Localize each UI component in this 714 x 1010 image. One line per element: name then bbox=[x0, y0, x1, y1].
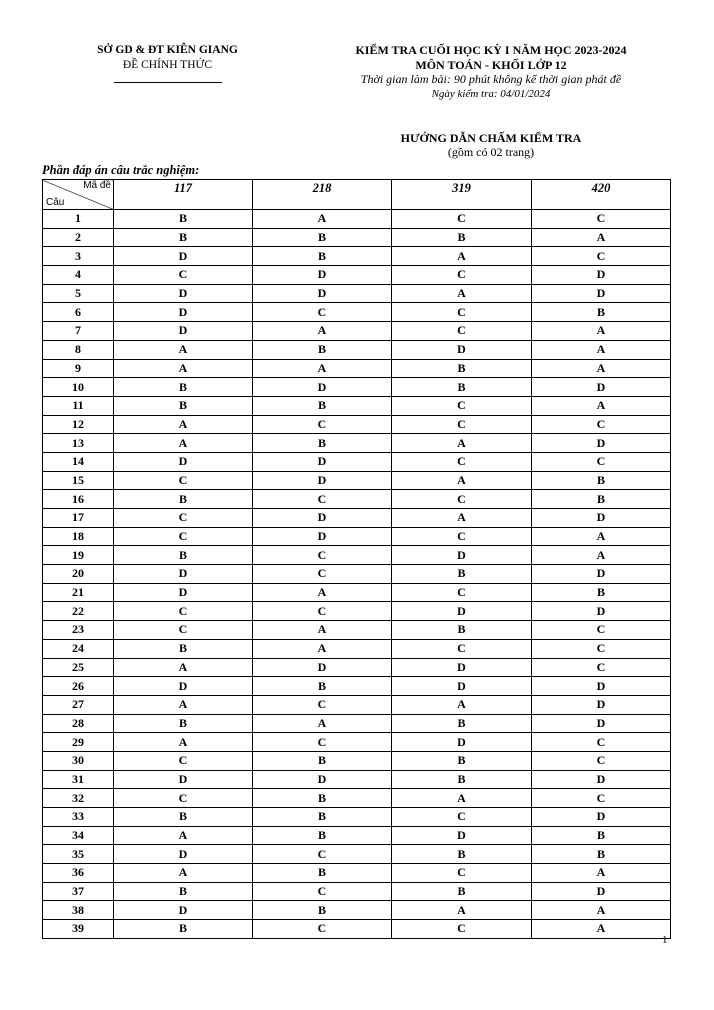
question-number-cell: 20 bbox=[43, 565, 114, 584]
question-number-cell: 31 bbox=[43, 770, 114, 789]
answer-cell: D bbox=[532, 378, 671, 397]
answer-cell: C bbox=[114, 266, 253, 285]
answer-cell: C bbox=[392, 864, 532, 883]
answer-cell: D bbox=[253, 658, 392, 677]
answer-cell: A bbox=[532, 901, 671, 920]
answer-cell: B bbox=[392, 228, 532, 247]
question-number-cell: 38 bbox=[43, 901, 114, 920]
question-number-cell: 23 bbox=[43, 621, 114, 640]
answer-cell: C bbox=[114, 527, 253, 546]
answer-cell: B bbox=[253, 826, 392, 845]
answer-cell: A bbox=[532, 546, 671, 565]
answer-cell: A bbox=[114, 340, 253, 359]
question-number-cell: 33 bbox=[43, 808, 114, 827]
exam-code-header: 218 bbox=[253, 180, 392, 210]
question-header-label: Câu bbox=[46, 197, 65, 208]
answer-cell: D bbox=[253, 471, 392, 490]
table-row bbox=[43, 864, 671, 883]
answer-cell: D bbox=[532, 509, 671, 528]
answer-cell: B bbox=[253, 808, 392, 827]
answer-cell: C bbox=[392, 452, 532, 471]
table-row bbox=[43, 565, 671, 584]
table-row bbox=[43, 228, 671, 247]
answer-cell: D bbox=[532, 266, 671, 285]
answer-cell: C bbox=[532, 621, 671, 640]
answer-cell: A bbox=[253, 714, 392, 733]
answer-cell: C bbox=[253, 303, 392, 322]
answer-cell: B bbox=[114, 490, 253, 509]
answer-cell: B bbox=[392, 359, 532, 378]
question-number-cell: 9 bbox=[43, 359, 114, 378]
question-number-cell: 32 bbox=[43, 789, 114, 808]
section-title: Phần đáp án câu trắc nghiệm: bbox=[42, 163, 200, 177]
answer-cell: B bbox=[532, 826, 671, 845]
answer-cell: A bbox=[532, 527, 671, 546]
answer-cell: B bbox=[114, 396, 253, 415]
table-row bbox=[43, 527, 671, 546]
grading-guide-pages: (gồm có 02 trang) bbox=[447, 145, 535, 159]
answer-cell: B bbox=[392, 751, 532, 770]
official-exam-label: ĐỀ CHÍNH THỨC bbox=[122, 59, 213, 71]
exam-code-header-label: Mã đề bbox=[83, 180, 111, 191]
answer-cell: C bbox=[392, 583, 532, 602]
answer-cell: C bbox=[253, 490, 392, 509]
answer-cell: B bbox=[532, 845, 671, 864]
answer-cell: C bbox=[532, 415, 671, 434]
answer-cell: C bbox=[392, 322, 532, 341]
answer-cell: B bbox=[392, 770, 532, 789]
answer-cell: B bbox=[253, 901, 392, 920]
answer-cell: D bbox=[114, 322, 253, 341]
answer-cell: B bbox=[392, 714, 532, 733]
header-left bbox=[80, 43, 255, 83]
question-number-cell: 34 bbox=[43, 826, 114, 845]
answer-cell: A bbox=[114, 359, 253, 378]
answer-cell: C bbox=[114, 471, 253, 490]
answer-cell: D bbox=[532, 770, 671, 789]
answer-cell: C bbox=[392, 490, 532, 509]
answer-cell: C bbox=[532, 751, 671, 770]
answer-cell: B bbox=[392, 378, 532, 397]
answer-cell: A bbox=[532, 920, 671, 939]
grading-guide-title: HƯỚNG DẪN CHẤM KIỂM TRA bbox=[400, 131, 582, 145]
answer-cell: B bbox=[392, 845, 532, 864]
answer-cell: D bbox=[392, 733, 532, 752]
answer-cell: A bbox=[114, 826, 253, 845]
answer-cell: D bbox=[253, 378, 392, 397]
answer-cell: B bbox=[114, 808, 253, 827]
answer-cell: D bbox=[114, 583, 253, 602]
table-row bbox=[43, 602, 671, 621]
answer-cell: A bbox=[392, 284, 532, 303]
answer-cell: A bbox=[114, 415, 253, 434]
answer-cell: D bbox=[253, 527, 392, 546]
answer-cell: A bbox=[392, 471, 532, 490]
table-row bbox=[43, 920, 671, 939]
answer-cell: D bbox=[532, 808, 671, 827]
question-number-cell: 4 bbox=[43, 266, 114, 285]
question-number-cell: 29 bbox=[43, 733, 114, 752]
question-number-cell: 12 bbox=[43, 415, 114, 434]
answer-cell: D bbox=[114, 901, 253, 920]
answer-cell: B bbox=[253, 247, 392, 266]
table-row bbox=[43, 808, 671, 827]
answer-cell: D bbox=[392, 546, 532, 565]
answer-cell: A bbox=[532, 228, 671, 247]
answer-cell: C bbox=[253, 882, 392, 901]
answer-cell: D bbox=[253, 770, 392, 789]
page-number: 1 bbox=[662, 934, 668, 946]
exam-code-header: 420 bbox=[532, 180, 671, 210]
question-number-cell: 21 bbox=[43, 583, 114, 602]
answer-cell: C bbox=[253, 695, 392, 714]
answer-cell: D bbox=[114, 677, 253, 696]
answer-cell: C bbox=[532, 210, 671, 229]
table-row bbox=[43, 583, 671, 602]
question-number-cell: 14 bbox=[43, 452, 114, 471]
answer-cell: D bbox=[392, 602, 532, 621]
answer-cell: C bbox=[532, 658, 671, 677]
answer-cell: B bbox=[392, 882, 532, 901]
answer-cell: C bbox=[532, 452, 671, 471]
corner-header-cell bbox=[43, 180, 114, 210]
answer-cell: A bbox=[114, 658, 253, 677]
answer-cell: D bbox=[392, 677, 532, 696]
table-row bbox=[43, 789, 671, 808]
exam-title: KIỂM TRA CUỐI HỌC KỲ I NĂM HỌC 2023-2024 bbox=[355, 43, 627, 57]
answer-cell: B bbox=[253, 677, 392, 696]
answer-cell: C bbox=[114, 751, 253, 770]
answer-cell: D bbox=[532, 882, 671, 901]
question-number-cell: 24 bbox=[43, 639, 114, 658]
question-number-cell: 30 bbox=[43, 751, 114, 770]
question-number-cell: 25 bbox=[43, 658, 114, 677]
question-number-cell: 37 bbox=[43, 882, 114, 901]
table-row bbox=[43, 658, 671, 677]
answer-cell: C bbox=[392, 415, 532, 434]
answer-cell: C bbox=[253, 565, 392, 584]
answer-cell: A bbox=[392, 901, 532, 920]
table-row bbox=[43, 266, 671, 285]
answer-cell: B bbox=[253, 434, 392, 453]
grading-guide-heading bbox=[305, 131, 677, 159]
answer-cell: A bbox=[253, 583, 392, 602]
question-number-cell: 13 bbox=[43, 434, 114, 453]
answer-cell: C bbox=[392, 210, 532, 229]
table-row bbox=[43, 733, 671, 752]
table-row bbox=[43, 415, 671, 434]
answer-cell: B bbox=[114, 228, 253, 247]
question-number-cell: 3 bbox=[43, 247, 114, 266]
answer-cell: D bbox=[532, 695, 671, 714]
answer-cell: B bbox=[253, 751, 392, 770]
header-divider bbox=[114, 82, 222, 83]
answer-cell: C bbox=[114, 602, 253, 621]
table-row bbox=[43, 434, 671, 453]
question-number-cell: 16 bbox=[43, 490, 114, 509]
answer-cell: D bbox=[532, 434, 671, 453]
answer-cell: B bbox=[392, 565, 532, 584]
table-row bbox=[43, 471, 671, 490]
answer-cell: A bbox=[392, 789, 532, 808]
answer-cell: C bbox=[532, 247, 671, 266]
question-number-cell: 36 bbox=[43, 864, 114, 883]
answer-cell: A bbox=[253, 210, 392, 229]
answer-cell: D bbox=[114, 565, 253, 584]
question-number-cell: 1 bbox=[43, 210, 114, 229]
question-number-cell: 8 bbox=[43, 340, 114, 359]
subject-title: MÔN TOÁN - KHỐI LỚP 12 bbox=[415, 57, 567, 72]
answer-cell: C bbox=[253, 920, 392, 939]
answer-cell: B bbox=[253, 864, 392, 883]
question-number-cell: 11 bbox=[43, 396, 114, 415]
question-number-cell: 19 bbox=[43, 546, 114, 565]
answer-cell: D bbox=[532, 284, 671, 303]
department-name: SỞ GD & ĐT KIÊN GIANG bbox=[97, 44, 238, 56]
table-row bbox=[43, 284, 671, 303]
table-row bbox=[43, 396, 671, 415]
question-number-cell: 17 bbox=[43, 509, 114, 528]
answer-cell: D bbox=[392, 340, 532, 359]
answer-cell: D bbox=[532, 677, 671, 696]
answer-cell: B bbox=[114, 210, 253, 229]
table-row bbox=[43, 826, 671, 845]
answer-cell: D bbox=[253, 284, 392, 303]
answer-cell: B bbox=[114, 714, 253, 733]
table-row bbox=[43, 751, 671, 770]
table-row bbox=[43, 845, 671, 864]
answer-cell: A bbox=[532, 359, 671, 378]
answer-cell: C bbox=[392, 396, 532, 415]
answer-cell: B bbox=[114, 920, 253, 939]
answer-cell: A bbox=[114, 695, 253, 714]
answer-cell: C bbox=[532, 789, 671, 808]
question-number-cell: 10 bbox=[43, 378, 114, 397]
answer-cell: A bbox=[114, 733, 253, 752]
table-header-row bbox=[43, 180, 671, 210]
answer-cell: A bbox=[532, 864, 671, 883]
answer-cell: B bbox=[114, 546, 253, 565]
answer-cell: A bbox=[392, 434, 532, 453]
table-row bbox=[43, 901, 671, 920]
question-number-cell: 2 bbox=[43, 228, 114, 247]
table-row bbox=[43, 639, 671, 658]
answer-cell: C bbox=[253, 845, 392, 864]
table-row bbox=[43, 452, 671, 471]
table-row bbox=[43, 247, 671, 266]
answer-cell: B bbox=[253, 396, 392, 415]
answer-cell: B bbox=[114, 639, 253, 658]
table-row bbox=[43, 490, 671, 509]
answer-cell: D bbox=[114, 247, 253, 266]
question-number-cell: 22 bbox=[43, 602, 114, 621]
answer-cell: D bbox=[114, 452, 253, 471]
question-number-cell: 28 bbox=[43, 714, 114, 733]
answer-cell: A bbox=[392, 695, 532, 714]
question-number-cell: 35 bbox=[43, 845, 114, 864]
answer-cell: A bbox=[532, 396, 671, 415]
answer-cell: C bbox=[392, 808, 532, 827]
exam-duration: Thời gian làm bài: 90 phút không kể thời gian phát đề bbox=[360, 72, 622, 86]
table-row bbox=[43, 714, 671, 733]
answer-cell: C bbox=[392, 920, 532, 939]
answer-cell: A bbox=[392, 509, 532, 528]
table-row bbox=[43, 303, 671, 322]
answer-cell: D bbox=[392, 658, 532, 677]
answer-cell: A bbox=[114, 434, 253, 453]
question-number-cell: 27 bbox=[43, 695, 114, 714]
answer-cell: B bbox=[532, 583, 671, 602]
answer-cell: B bbox=[253, 228, 392, 247]
answer-cell: C bbox=[253, 602, 392, 621]
exam-date: Ngày kiểm tra: 04/01/2024 bbox=[431, 87, 551, 100]
answer-cell: D bbox=[253, 452, 392, 471]
answer-cell: D bbox=[392, 826, 532, 845]
answer-cell: C bbox=[253, 415, 392, 434]
answer-cell: C bbox=[392, 303, 532, 322]
answer-cell: C bbox=[114, 621, 253, 640]
answer-cell: A bbox=[253, 322, 392, 341]
table-row bbox=[43, 322, 671, 341]
answer-cell: D bbox=[253, 509, 392, 528]
question-number-cell: 6 bbox=[43, 303, 114, 322]
answer-cell: C bbox=[532, 733, 671, 752]
answer-cell: B bbox=[114, 378, 253, 397]
table-row bbox=[43, 882, 671, 901]
question-number-cell: 39 bbox=[43, 920, 114, 939]
answer-cell: C bbox=[392, 266, 532, 285]
table-row bbox=[43, 770, 671, 789]
answer-cell: B bbox=[114, 882, 253, 901]
answer-cell: C bbox=[253, 546, 392, 565]
answer-cell: D bbox=[114, 845, 253, 864]
answer-cell: C bbox=[392, 639, 532, 658]
answer-cell: A bbox=[532, 340, 671, 359]
answer-cell: A bbox=[392, 247, 532, 266]
answer-cell: A bbox=[253, 639, 392, 658]
answer-cell: D bbox=[114, 303, 253, 322]
answer-cell: A bbox=[253, 359, 392, 378]
answer-cell: A bbox=[114, 864, 253, 883]
question-number-cell: 26 bbox=[43, 677, 114, 696]
answer-cell: B bbox=[253, 789, 392, 808]
answer-cell: B bbox=[532, 471, 671, 490]
answer-cell: D bbox=[253, 266, 392, 285]
table-row bbox=[43, 677, 671, 696]
answer-table-body bbox=[43, 210, 671, 939]
answer-cell: B bbox=[253, 340, 392, 359]
answer-cell: C bbox=[532, 639, 671, 658]
table-row bbox=[43, 378, 671, 397]
table-row bbox=[43, 210, 671, 229]
answer-cell: D bbox=[532, 602, 671, 621]
question-number-cell: 7 bbox=[43, 322, 114, 341]
question-number-cell: 15 bbox=[43, 471, 114, 490]
answer-cell: C bbox=[253, 733, 392, 752]
answer-cell: D bbox=[532, 565, 671, 584]
table-row bbox=[43, 359, 671, 378]
answer-cell: C bbox=[114, 789, 253, 808]
exam-code-header: 117 bbox=[114, 180, 253, 210]
table-row bbox=[43, 621, 671, 640]
answer-cell: A bbox=[532, 322, 671, 341]
exam-code-header: 319 bbox=[392, 180, 532, 210]
answer-cell: D bbox=[114, 284, 253, 303]
table-row bbox=[43, 340, 671, 359]
answer-cell: B bbox=[392, 621, 532, 640]
answer-cell: A bbox=[253, 621, 392, 640]
question-number-cell: 5 bbox=[43, 284, 114, 303]
answer-cell: C bbox=[114, 509, 253, 528]
answer-cell: B bbox=[532, 303, 671, 322]
answer-cell: C bbox=[392, 527, 532, 546]
question-number-cell: 18 bbox=[43, 527, 114, 546]
table-row bbox=[43, 509, 671, 528]
table-row bbox=[43, 695, 671, 714]
answer-cell: D bbox=[532, 714, 671, 733]
answer-cell: B bbox=[532, 490, 671, 509]
table-row bbox=[43, 546, 671, 565]
header-right bbox=[305, 43, 677, 101]
answer-key-table bbox=[42, 179, 671, 939]
answer-cell: D bbox=[114, 770, 253, 789]
